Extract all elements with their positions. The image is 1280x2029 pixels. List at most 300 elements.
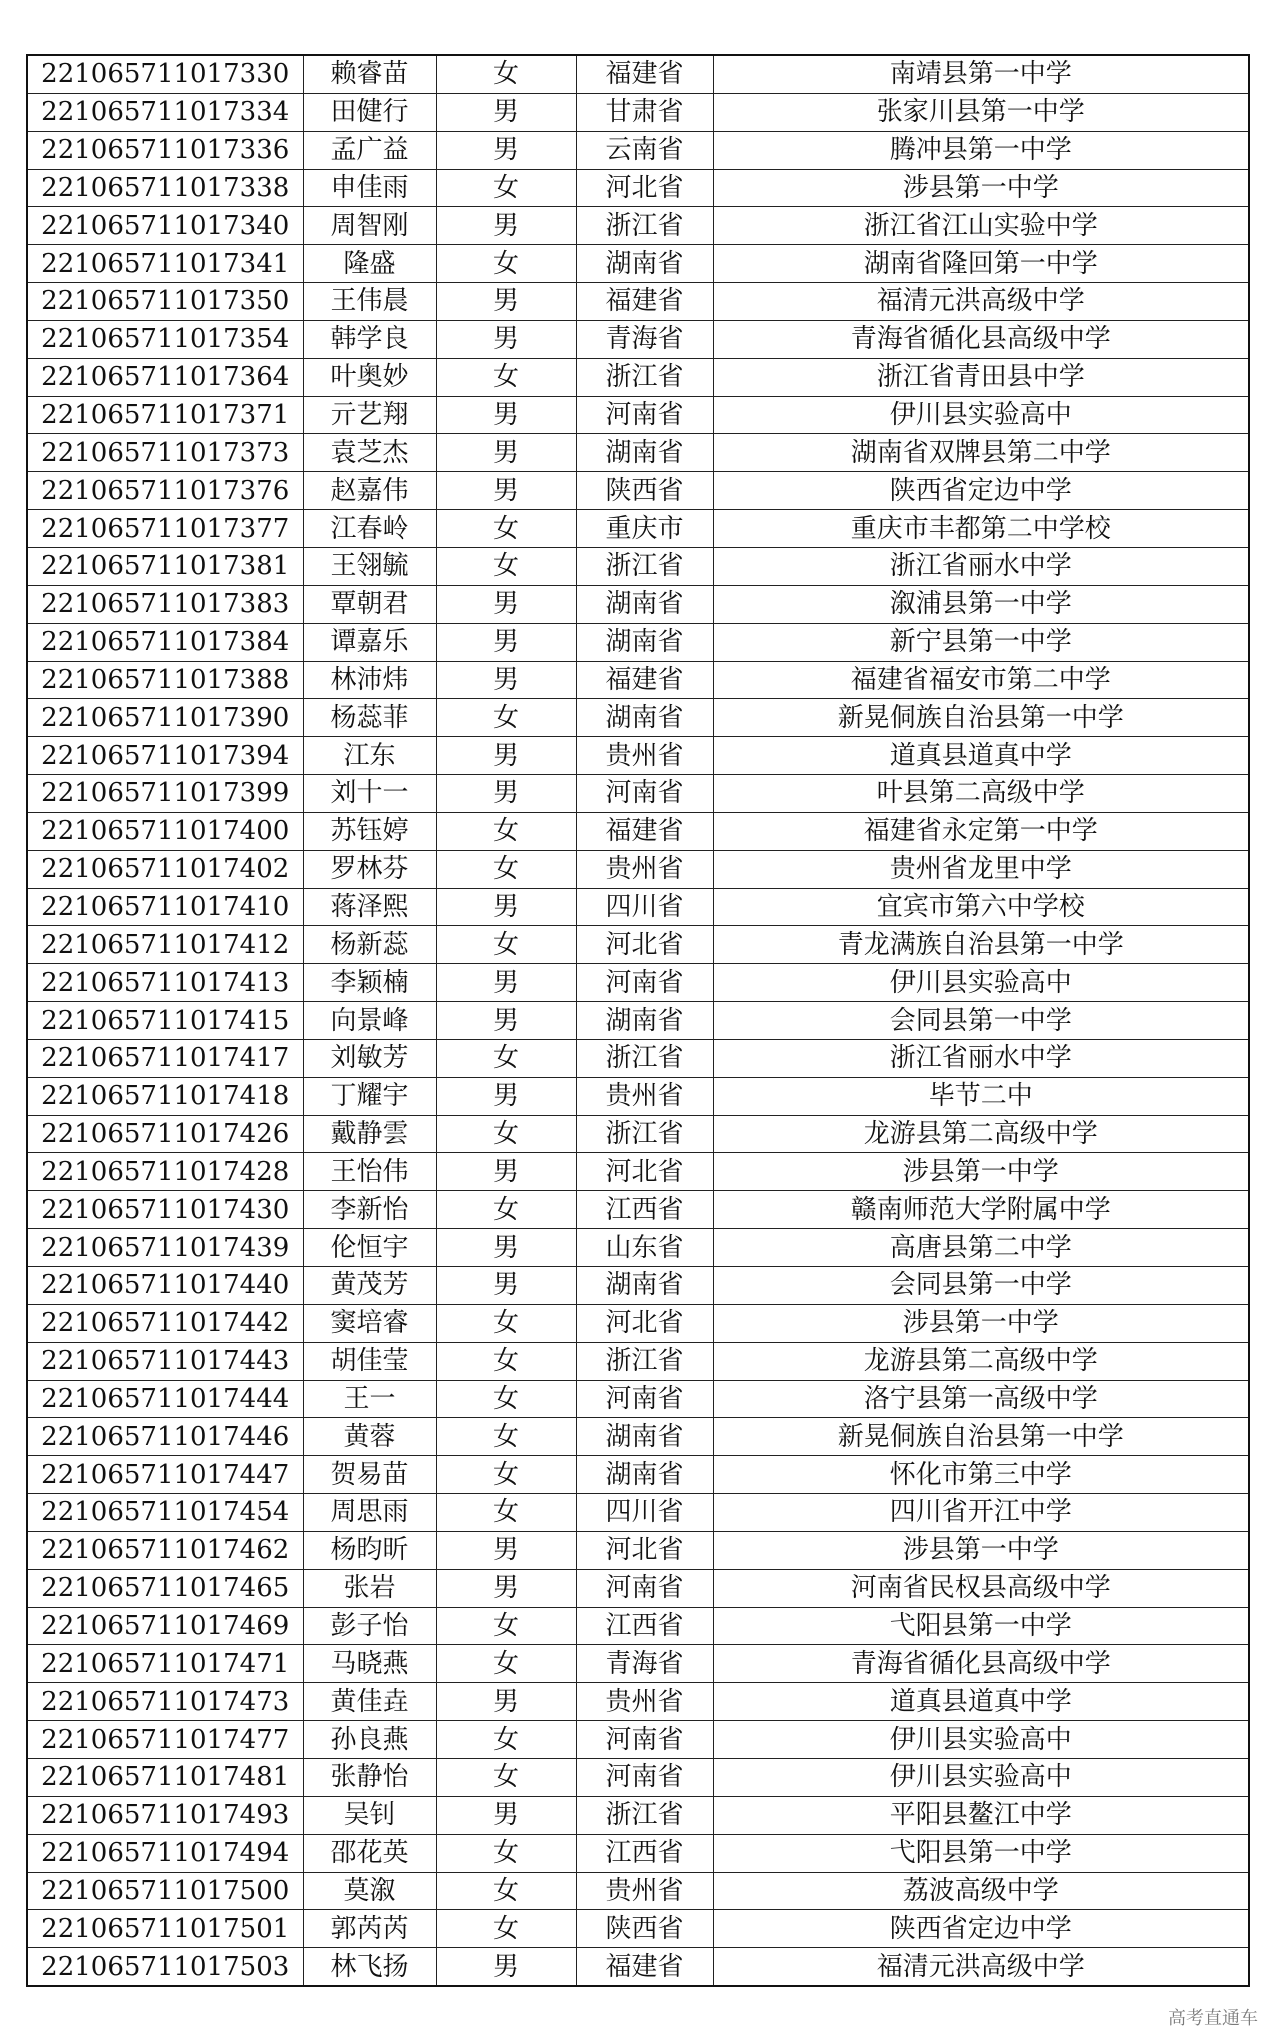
school-cell: 毕节二中: [713, 1077, 1249, 1115]
exam-number-cell: 221065711017340: [27, 207, 303, 245]
table-row: [27, 1418, 1249, 1456]
school-cell: 伊川县实验高中: [713, 396, 1249, 434]
table-row: [27, 358, 1249, 396]
province-cell: 湖南省: [576, 623, 713, 661]
student-name-cell: 杨昀昕: [303, 1531, 436, 1569]
gender-cell: 男: [436, 1002, 576, 1040]
school-cell: 湖南省双牌县第二中学: [713, 434, 1249, 472]
student-name-cell: 江东: [303, 737, 436, 775]
school-cell: 福清元洪高级中学: [713, 283, 1249, 321]
school-cell: 伊川县实验高中: [713, 1721, 1249, 1759]
gender-cell: 女: [436, 1494, 576, 1532]
school-cell: 青龙满族自治县第一中学: [713, 926, 1249, 964]
province-cell: 河南省: [576, 775, 713, 813]
table-row: [27, 55, 1249, 93]
school-cell: 涉县第一中学: [713, 169, 1249, 207]
province-cell: 江西省: [576, 1191, 713, 1229]
table-row: [27, 1077, 1249, 1115]
province-cell: 浙江省: [576, 1342, 713, 1380]
gender-cell: 女: [436, 1607, 576, 1645]
gender-cell: 女: [436, 510, 576, 548]
school-cell: 河南省民权县高级中学: [713, 1569, 1249, 1607]
province-cell: 湖南省: [576, 1267, 713, 1305]
table-row: [27, 434, 1249, 472]
student-name-cell: 伦恒宇: [303, 1229, 436, 1267]
school-cell: 浙江省青田县中学: [713, 358, 1249, 396]
student-name-cell: 隆盛: [303, 245, 436, 283]
exam-number-cell: 221065711017338: [27, 169, 303, 207]
exam-number-cell: 221065711017383: [27, 585, 303, 623]
student-name-cell: 蒋泽熙: [303, 888, 436, 926]
admission-list-table: [26, 54, 1250, 1987]
exam-number-cell: 221065711017462: [27, 1531, 303, 1569]
student-name-cell: 王一: [303, 1380, 436, 1418]
table-row: [27, 207, 1249, 245]
gender-cell: 女: [436, 1758, 576, 1796]
student-name-cell: 丁耀宇: [303, 1077, 436, 1115]
province-cell: 河北省: [576, 1531, 713, 1569]
gender-cell: 女: [436, 926, 576, 964]
province-cell: 四川省: [576, 888, 713, 926]
student-name-cell: 马晓燕: [303, 1645, 436, 1683]
province-cell: 陕西省: [576, 1910, 713, 1948]
table-row: [27, 283, 1249, 321]
table-row: [27, 1721, 1249, 1759]
table-row: [27, 1153, 1249, 1191]
exam-number-cell: 221065711017373: [27, 434, 303, 472]
student-name-cell: 田健行: [303, 93, 436, 131]
gender-cell: 男: [436, 1796, 576, 1834]
school-cell: 会同县第一中学: [713, 1002, 1249, 1040]
student-name-cell: 赖睿苗: [303, 55, 436, 93]
student-name-cell: 莫溆: [303, 1872, 436, 1910]
gender-cell: 女: [436, 245, 576, 283]
province-cell: 浙江省: [576, 207, 713, 245]
exam-number-cell: 221065711017330: [27, 55, 303, 93]
exam-number-cell: 221065711017388: [27, 661, 303, 699]
gender-cell: 男: [436, 888, 576, 926]
student-name-cell: 亓艺翔: [303, 396, 436, 434]
table-row: [27, 510, 1249, 548]
table-row: [27, 1569, 1249, 1607]
exam-number-cell: 221065711017439: [27, 1229, 303, 1267]
student-name-cell: 孙良燕: [303, 1721, 436, 1759]
school-cell: 怀化市第三中学: [713, 1456, 1249, 1494]
exam-number-cell: 221065711017354: [27, 320, 303, 358]
school-cell: 陕西省定边中学: [713, 472, 1249, 510]
exam-number-cell: 221065711017500: [27, 1872, 303, 1910]
gender-cell: 男: [436, 1153, 576, 1191]
student-name-cell: 申佳雨: [303, 169, 436, 207]
province-cell: 湖南省: [576, 585, 713, 623]
school-cell: 赣南师范大学附属中学: [713, 1191, 1249, 1229]
exam-number-cell: 221065711017390: [27, 699, 303, 737]
school-cell: 伊川县实验高中: [713, 964, 1249, 1002]
student-name-cell: 贺易苗: [303, 1456, 436, 1494]
student-name-cell: 吴钊: [303, 1796, 436, 1834]
province-cell: 四川省: [576, 1494, 713, 1532]
table-row: [27, 888, 1249, 926]
school-cell: 龙游县第二高级中学: [713, 1342, 1249, 1380]
student-name-cell: 刘十一: [303, 775, 436, 813]
exam-number-cell: 221065711017412: [27, 926, 303, 964]
exam-number-cell: 221065711017426: [27, 1115, 303, 1153]
table-row: [27, 1910, 1249, 1948]
table-row: [27, 699, 1249, 737]
school-cell: 浙江省丽水中学: [713, 1039, 1249, 1077]
table-row: [27, 547, 1249, 585]
province-cell: 甘肃省: [576, 93, 713, 131]
table-row: [27, 1872, 1249, 1910]
province-cell: 重庆市: [576, 510, 713, 548]
gender-cell: 女: [436, 1039, 576, 1077]
school-cell: 青海省循化县高级中学: [713, 320, 1249, 358]
province-cell: 贵州省: [576, 850, 713, 888]
province-cell: 青海省: [576, 320, 713, 358]
student-name-cell: 王怡伟: [303, 1153, 436, 1191]
table-row: [27, 1267, 1249, 1305]
student-name-cell: 苏钰婷: [303, 812, 436, 850]
table-row: [27, 964, 1249, 1002]
gender-cell: 男: [436, 661, 576, 699]
exam-number-cell: 221065711017471: [27, 1645, 303, 1683]
province-cell: 江西省: [576, 1607, 713, 1645]
school-cell: 会同县第一中学: [713, 1267, 1249, 1305]
student-name-cell: 王伟晨: [303, 283, 436, 321]
school-cell: 新宁县第一中学: [713, 623, 1249, 661]
school-cell: 陕西省定边中学: [713, 1910, 1249, 1948]
province-cell: 青海省: [576, 1645, 713, 1683]
gender-cell: 男: [436, 472, 576, 510]
table-row: [27, 812, 1249, 850]
school-cell: 龙游县第二高级中学: [713, 1115, 1249, 1153]
table-row: [27, 1380, 1249, 1418]
exam-number-cell: 221065711017350: [27, 283, 303, 321]
table-row: [27, 1645, 1249, 1683]
province-cell: 河北省: [576, 926, 713, 964]
exam-number-cell: 221065711017481: [27, 1758, 303, 1796]
student-name-cell: 黄茂芳: [303, 1267, 436, 1305]
gender-cell: 女: [436, 169, 576, 207]
school-cell: 湖南省隆回第一中学: [713, 245, 1249, 283]
province-cell: 河南省: [576, 1721, 713, 1759]
student-name-cell: 窦培睿: [303, 1304, 436, 1342]
student-name-cell: 孟广益: [303, 131, 436, 169]
student-name-cell: 覃朝君: [303, 585, 436, 623]
student-name-cell: 张岩: [303, 1569, 436, 1607]
table-row: [27, 1948, 1249, 1986]
school-cell: 四川省开江中学: [713, 1494, 1249, 1532]
gender-cell: 女: [436, 358, 576, 396]
table-row: [27, 737, 1249, 775]
exam-number-cell: 221065711017400: [27, 812, 303, 850]
province-cell: 贵州省: [576, 737, 713, 775]
exam-number-cell: 221065711017444: [27, 1380, 303, 1418]
school-cell: 溆浦县第一中学: [713, 585, 1249, 623]
gender-cell: 女: [436, 1115, 576, 1153]
gender-cell: 男: [436, 1683, 576, 1721]
student-name-cell: 黄佳垚: [303, 1683, 436, 1721]
table-row: [27, 585, 1249, 623]
exam-number-cell: 221065711017376: [27, 472, 303, 510]
gender-cell: 男: [436, 320, 576, 358]
province-cell: 湖南省: [576, 699, 713, 737]
school-cell: 高唐县第二中学: [713, 1229, 1249, 1267]
province-cell: 陕西省: [576, 472, 713, 510]
student-name-cell: 郭芮芮: [303, 1910, 436, 1948]
school-cell: 腾冲县第一中学: [713, 131, 1249, 169]
gender-cell: 女: [436, 1342, 576, 1380]
gender-cell: 女: [436, 1418, 576, 1456]
student-name-cell: 袁芝杰: [303, 434, 436, 472]
gender-cell: 女: [436, 1191, 576, 1229]
exam-number-cell: 221065711017377: [27, 510, 303, 548]
student-name-cell: 杨新蕊: [303, 926, 436, 964]
school-cell: 叶县第二高级中学: [713, 775, 1249, 813]
student-name-cell: 韩学良: [303, 320, 436, 358]
student-name-cell: 张静怡: [303, 1758, 436, 1796]
exam-number-cell: 221065711017477: [27, 1721, 303, 1759]
province-cell: 湖南省: [576, 1002, 713, 1040]
school-cell: 新晃侗族自治县第一中学: [713, 1418, 1249, 1456]
school-cell: 弋阳县第一中学: [713, 1607, 1249, 1645]
province-cell: 贵州省: [576, 1872, 713, 1910]
province-cell: 福建省: [576, 812, 713, 850]
table-row: [27, 245, 1249, 283]
exam-number-cell: 221065711017465: [27, 1569, 303, 1607]
exam-number-cell: 221065711017415: [27, 1002, 303, 1040]
exam-number-cell: 221065711017334: [27, 93, 303, 131]
gender-cell: 男: [436, 207, 576, 245]
student-name-cell: 李颖楠: [303, 964, 436, 1002]
school-cell: 弋阳县第一中学: [713, 1834, 1249, 1872]
school-cell: 荔波高级中学: [713, 1872, 1249, 1910]
school-cell: 福清元洪高级中学: [713, 1948, 1249, 1986]
table-row: [27, 396, 1249, 434]
province-cell: 湖南省: [576, 245, 713, 283]
table-row: [27, 623, 1249, 661]
student-name-cell: 胡佳莹: [303, 1342, 436, 1380]
exam-number-cell: 221065711017428: [27, 1153, 303, 1191]
school-cell: 福建省永定第一中学: [713, 812, 1249, 850]
gender-cell: 男: [436, 283, 576, 321]
gender-cell: 女: [436, 1872, 576, 1910]
exam-number-cell: 221065711017410: [27, 888, 303, 926]
table-row: [27, 661, 1249, 699]
table-row: [27, 1796, 1249, 1834]
exam-number-cell: 221065711017440: [27, 1267, 303, 1305]
exam-number-cell: 221065711017430: [27, 1191, 303, 1229]
table-row: [27, 472, 1249, 510]
student-name-cell: 向景峰: [303, 1002, 436, 1040]
exam-number-cell: 221065711017418: [27, 1077, 303, 1115]
table-row: [27, 1494, 1249, 1532]
table-row: [27, 1456, 1249, 1494]
province-cell: 江西省: [576, 1834, 713, 1872]
exam-number-cell: 221065711017446: [27, 1418, 303, 1456]
gender-cell: 女: [436, 1910, 576, 1948]
exam-number-cell: 221065711017336: [27, 131, 303, 169]
table-row: [27, 1229, 1249, 1267]
gender-cell: 女: [436, 1380, 576, 1418]
student-name-cell: 邵花英: [303, 1834, 436, 1872]
school-cell: 涉县第一中学: [713, 1304, 1249, 1342]
exam-number-cell: 221065711017381: [27, 547, 303, 585]
exam-number-cell: 221065711017473: [27, 1683, 303, 1721]
exam-number-cell: 221065711017364: [27, 358, 303, 396]
gender-cell: 男: [436, 93, 576, 131]
gender-cell: 女: [436, 1645, 576, 1683]
gender-cell: 男: [436, 1077, 576, 1115]
exam-number-cell: 221065711017469: [27, 1607, 303, 1645]
table-row: [27, 169, 1249, 207]
student-name-cell: 黄蓉: [303, 1418, 436, 1456]
school-cell: 浙江省丽水中学: [713, 547, 1249, 585]
province-cell: 云南省: [576, 131, 713, 169]
student-name-cell: 周智刚: [303, 207, 436, 245]
gender-cell: 男: [436, 1229, 576, 1267]
province-cell: 湖南省: [576, 1456, 713, 1494]
student-name-cell: 刘敏芳: [303, 1039, 436, 1077]
student-name-cell: 戴静雲: [303, 1115, 436, 1153]
school-cell: 贵州省龙里中学: [713, 850, 1249, 888]
table-row: [27, 131, 1249, 169]
exam-number-cell: 221065711017417: [27, 1039, 303, 1077]
school-cell: 福建省福安市第二中学: [713, 661, 1249, 699]
student-name-cell: 罗林芬: [303, 850, 436, 888]
table-row: [27, 1115, 1249, 1153]
table-row: [27, 1191, 1249, 1229]
gender-cell: 女: [436, 699, 576, 737]
gender-cell: 男: [436, 623, 576, 661]
gender-cell: 女: [436, 1456, 576, 1494]
province-cell: 山东省: [576, 1229, 713, 1267]
province-cell: 贵州省: [576, 1077, 713, 1115]
student-name-cell: 杨蕊菲: [303, 699, 436, 737]
exam-number-cell: 221065711017454: [27, 1494, 303, 1532]
gender-cell: 女: [436, 812, 576, 850]
gender-cell: 男: [436, 396, 576, 434]
province-cell: 贵州省: [576, 1683, 713, 1721]
school-cell: 伊川县实验高中: [713, 1758, 1249, 1796]
table-row: [27, 1531, 1249, 1569]
school-cell: 重庆市丰都第二中学校: [713, 510, 1249, 548]
province-cell: 浙江省: [576, 1796, 713, 1834]
exam-number-cell: 221065711017503: [27, 1948, 303, 1986]
province-cell: 河南省: [576, 1758, 713, 1796]
table-row: [27, 93, 1249, 131]
gender-cell: 男: [436, 1569, 576, 1607]
table-row: [27, 1304, 1249, 1342]
province-cell: 河南省: [576, 1380, 713, 1418]
exam-number-cell: 221065711017443: [27, 1342, 303, 1380]
gender-cell: 女: [436, 547, 576, 585]
student-name-cell: 周思雨: [303, 1494, 436, 1532]
admission-list-body: [27, 55, 1249, 1986]
province-cell: 浙江省: [576, 1039, 713, 1077]
exam-number-cell: 221065711017494: [27, 1834, 303, 1872]
gender-cell: 男: [436, 434, 576, 472]
gender-cell: 男: [436, 737, 576, 775]
exam-number-cell: 221065711017413: [27, 964, 303, 1002]
exam-number-cell: 221065711017394: [27, 737, 303, 775]
table-row: [27, 1758, 1249, 1796]
table-row: [27, 1342, 1249, 1380]
exam-number-cell: 221065711017402: [27, 850, 303, 888]
province-cell: 河北省: [576, 1153, 713, 1191]
province-cell: 河南省: [576, 1569, 713, 1607]
province-cell: 河南省: [576, 396, 713, 434]
gender-cell: 男: [436, 131, 576, 169]
province-cell: 福建省: [576, 661, 713, 699]
watermark-text: 高考直通车: [1168, 2008, 1258, 2029]
gender-cell: 女: [436, 1834, 576, 1872]
student-name-cell: 李新怡: [303, 1191, 436, 1229]
school-cell: 宜宾市第六中学校: [713, 888, 1249, 926]
student-name-cell: 江春岭: [303, 510, 436, 548]
gender-cell: 女: [436, 1304, 576, 1342]
table-row: [27, 1002, 1249, 1040]
student-name-cell: 叶奥妙: [303, 358, 436, 396]
exam-number-cell: 221065711017384: [27, 623, 303, 661]
school-cell: 道真县道真中学: [713, 1683, 1249, 1721]
table-row: [27, 775, 1249, 813]
province-cell: 福建省: [576, 283, 713, 321]
school-cell: 浙江省江山实验中学: [713, 207, 1249, 245]
table-row: [27, 850, 1249, 888]
province-cell: 福建省: [576, 1948, 713, 1986]
exam-number-cell: 221065711017399: [27, 775, 303, 813]
student-name-cell: 林沛炜: [303, 661, 436, 699]
province-cell: 河北省: [576, 169, 713, 207]
gender-cell: 男: [436, 964, 576, 1002]
gender-cell: 男: [436, 585, 576, 623]
school-cell: 洛宁县第一高级中学: [713, 1380, 1249, 1418]
school-cell: 张家川县第一中学: [713, 93, 1249, 131]
student-name-cell: 赵嘉伟: [303, 472, 436, 510]
table-row: [27, 926, 1249, 964]
province-cell: 湖南省: [576, 1418, 713, 1456]
table-row: [27, 1607, 1249, 1645]
province-cell: 河北省: [576, 1304, 713, 1342]
table-row: [27, 1834, 1249, 1872]
student-name-cell: 王翎毓: [303, 547, 436, 585]
school-cell: 新晃侗族自治县第一中学: [713, 699, 1249, 737]
exam-number-cell: 221065711017493: [27, 1796, 303, 1834]
gender-cell: 男: [436, 775, 576, 813]
province-cell: 湖南省: [576, 434, 713, 472]
exam-number-cell: 221065711017501: [27, 1910, 303, 1948]
province-cell: 浙江省: [576, 358, 713, 396]
exam-number-cell: 221065711017442: [27, 1304, 303, 1342]
gender-cell: 男: [436, 1531, 576, 1569]
school-cell: 道真县道真中学: [713, 737, 1249, 775]
gender-cell: 女: [436, 55, 576, 93]
exam-number-cell: 221065711017341: [27, 245, 303, 283]
province-cell: 河南省: [576, 964, 713, 1002]
school-cell: 南靖县第一中学: [713, 55, 1249, 93]
student-name-cell: 彭子怡: [303, 1607, 436, 1645]
table-row: [27, 320, 1249, 358]
school-cell: 青海省循化县高级中学: [713, 1645, 1249, 1683]
student-name-cell: 谭嘉乐: [303, 623, 436, 661]
student-name-cell: 林飞扬: [303, 1948, 436, 1986]
school-cell: 涉县第一中学: [713, 1153, 1249, 1191]
gender-cell: 女: [436, 850, 576, 888]
gender-cell: 女: [436, 1721, 576, 1759]
table-row: [27, 1683, 1249, 1721]
province-cell: 浙江省: [576, 547, 713, 585]
